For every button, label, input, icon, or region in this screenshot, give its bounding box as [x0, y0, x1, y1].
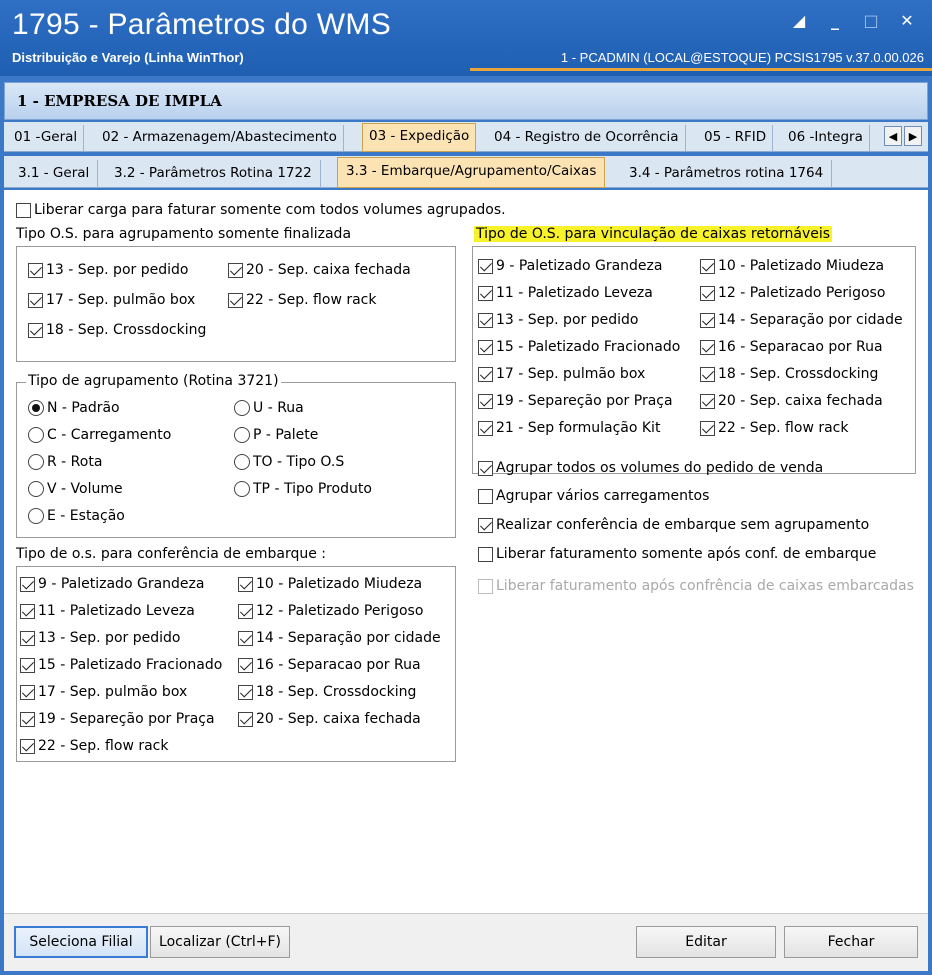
liberar-carga-box[interactable] [16, 203, 31, 218]
caixa-10-box[interactable] [700, 259, 715, 274]
conf-item-20[interactable] [238, 711, 421, 727]
opt-liberar-fat-conf[interactable] [478, 546, 876, 562]
conf-item-13[interactable] [20, 630, 180, 646]
radio-padrao[interactable] [28, 400, 120, 416]
window-controls [788, 10, 918, 30]
radio-estacao-circle[interactable] [28, 508, 44, 524]
caixa-16-label: 16 - Separacao por Rua [718, 339, 883, 355]
conf-9-label: 9 - Paletizado Grandeza [38, 576, 205, 592]
caixa-item-15[interactable] [478, 339, 680, 355]
conf-15-box[interactable] [20, 658, 35, 673]
radio-tipo-os-circle[interactable] [234, 454, 250, 470]
liberar-carga-label: Liberar carga para faturar somente com todos volumes agrupados. [34, 202, 506, 218]
caixa-13-box[interactable] [478, 313, 493, 328]
conf-19-label: 19 - Separeção por Praça [38, 711, 215, 727]
tab-rfid[interactable]: 05 - RFID [698, 125, 773, 151]
conf-item-15[interactable] [20, 657, 222, 673]
radio-rua-label: U - Rua [253, 400, 304, 416]
radio-carregamento[interactable] [28, 427, 171, 443]
caixas-group-title: Tipo de O.S. para vinculação de caixas retornáveis [476, 226, 831, 242]
agrup-22-label: 22 - Sep. flow rack [246, 292, 377, 308]
caixa-item-18[interactable] [700, 366, 878, 382]
agrup-item-20[interactable] [228, 262, 411, 278]
caixa-18-label: 18 - Sep. Crossdocking [718, 366, 879, 382]
conf-13-label: 13 - Sep. por pedido [38, 630, 181, 646]
caixa-22-label: 22 - Sep. flow rack [718, 420, 849, 436]
opt-agrupar-volumes[interactable] [478, 460, 823, 476]
radio-padrao-label: N - Padrão [47, 400, 120, 416]
bottom-toolbar [4, 913, 928, 971]
caixas-group [472, 246, 916, 474]
main-tabs [4, 122, 928, 152]
editar-button[interactable]: Editar [636, 926, 776, 958]
conf-17-box[interactable] [20, 685, 35, 700]
caixa-item-12[interactable] [700, 285, 885, 301]
caixa-13-label: 13 - Sep. por pedido [496, 312, 639, 328]
conf-12-box[interactable] [238, 604, 253, 619]
radio-volume-circle[interactable] [28, 481, 44, 497]
sub-tabs [4, 156, 928, 188]
opt-liberar-fat-caixas-label: Liberar faturamento após confrência de caixas embarcadas [496, 578, 914, 594]
conf-item-19[interactable] [20, 711, 215, 727]
caixa-19-label: 19 - Separeção por Praça [496, 393, 673, 409]
opt-conf-sem-agrupamento[interactable] [478, 517, 869, 533]
caixa-20-box[interactable] [700, 394, 715, 409]
caixa-item-16[interactable] [700, 339, 883, 355]
agrup-17-label: 17 - Sep. pulmão box [46, 292, 196, 308]
radio-palete-label: P - Palete [253, 427, 319, 443]
opt-conf-sem-agrupamento-label: Realizar conferência de embarque sem agrupamento [496, 517, 870, 533]
fechar-button[interactable]: Fechar [784, 926, 918, 958]
caixa-10-label: 10 - Paletizado Miudeza [718, 258, 885, 274]
agrup-item-22[interactable] [228, 292, 376, 308]
close-icon[interactable]: ✕ [900, 10, 914, 30]
localizar-button[interactable]: Localizar (Ctrl+F) [150, 926, 290, 958]
tab-expedicao[interactable]: 03 - Expedição [362, 123, 476, 152]
content-panel [4, 190, 928, 913]
radio-tipo-os[interactable] [234, 454, 344, 470]
subtab-rotina-1764[interactable]: 3.4 - Parâmetros rotina 1764 [621, 160, 832, 188]
window-subtitle: Distribuição e Varejo (Linha WinThor) [12, 50, 244, 65]
agrup-13-box[interactable] [28, 263, 43, 278]
conf-item-11[interactable] [20, 603, 195, 619]
subtab-rotina-1722[interactable]: 3.2 - Parâmetros Rotina 1722 [106, 160, 321, 188]
agrup-item-13[interactable] [28, 262, 188, 278]
agrup-group-title: Tipo O.S. para agrupamento somente finalizada [16, 226, 352, 242]
conf-18-box[interactable] [238, 685, 253, 700]
radio-palete[interactable] [234, 427, 318, 443]
radio-rota-label: R - Rota [47, 454, 103, 470]
caixa-21-box[interactable] [478, 421, 493, 436]
conf-11-label: 11 - Paletizado Leveza [38, 603, 195, 619]
caixa-17-label: 17 - Sep. pulmão box [496, 366, 646, 382]
caixa-20-label: 20 - Sep. caixa fechada [718, 393, 883, 409]
caixa-item-11[interactable] [478, 285, 653, 301]
caixa-15-label: 15 - Paletizado Fracionado [496, 339, 681, 355]
conf-item-17[interactable] [20, 684, 187, 700]
caixa-21-label: 21 - Sep formulação Kit [496, 420, 661, 436]
caixa-12-box[interactable] [700, 286, 715, 301]
scroll-left-icon[interactable]: ◀ [884, 126, 902, 146]
caixa-17-box[interactable] [478, 367, 493, 382]
conf-18-label: 18 - Sep. Crossdocking [256, 684, 417, 700]
caixa-16-box[interactable] [700, 340, 715, 355]
conf-13-box[interactable] [20, 631, 35, 646]
empresa-label: 1 - EMPRESA DE IMPLA [17, 92, 222, 110]
agrup-18-label: 18 - Sep. Crossdocking [46, 322, 207, 338]
radio-palete-circle[interactable] [234, 427, 250, 443]
conf-15-label: 15 - Paletizado Fracionado [38, 657, 223, 673]
tab-geral[interactable]: 01 -Geral [8, 125, 84, 151]
radio-tipo-produto-circle[interactable] [234, 481, 250, 497]
conf-item-9[interactable] [20, 576, 204, 592]
caixa-item-20[interactable] [700, 393, 883, 409]
opt-agrupar-carregamentos[interactable] [478, 488, 709, 504]
radio-estacao-label: E - Estação [47, 508, 125, 524]
title-bar[interactable] [0, 0, 932, 76]
opt-liberar-fat-caixas-box [478, 579, 493, 594]
accent-line [470, 68, 932, 71]
caixa-12-label: 12 - Paletizado Perigoso [718, 285, 886, 301]
radio-carregamento-label: C - Carregamento [47, 427, 172, 443]
radio-tipo-os-label: TO - Tipo O.S [253, 454, 345, 470]
empresa-header [4, 82, 928, 120]
conf-20-label: 20 - Sep. caixa fechada [256, 711, 421, 727]
conf-10-box[interactable] [238, 577, 253, 592]
user-info: 1 - PCADMIN (LOCAL@ESTOQUE) PCSIS1795 v.37.0.00.026 [560, 50, 924, 65]
subtab-embarque[interactable]: 3.3 - Embarque/Agrupamento/Caixas [337, 157, 605, 188]
agrup-20-label: 20 - Sep. caixa fechada [246, 262, 411, 278]
caixa-15-box[interactable] [478, 340, 493, 355]
caixa-11-label: 11 - Paletizado Leveza [496, 285, 653, 301]
agrup-13-label: 13 - Sep. por pedido [46, 262, 189, 278]
conf-item-16[interactable] [238, 657, 421, 673]
liberar-carga-checkbox[interactable] [16, 202, 506, 218]
radio-rota[interactable] [28, 454, 102, 470]
conf-item-12[interactable] [238, 603, 423, 619]
opt-conf-sem-agrupamento-box[interactable] [478, 518, 493, 533]
radio-rua-circle[interactable] [234, 400, 250, 416]
conf-16-label: 16 - Separacao por Rua [256, 657, 421, 673]
conf-14-box[interactable] [238, 631, 253, 646]
caixa-19-box[interactable] [478, 394, 493, 409]
restore-icon[interactable]: ◢ [792, 10, 806, 30]
conf-10-label: 10 - Paletizado Miudeza [256, 576, 423, 592]
agrup-22-box[interactable] [228, 293, 243, 308]
caixa-item-21[interactable] [478, 420, 660, 436]
caixa-11-box[interactable] [478, 286, 493, 301]
radio-rota-circle[interactable] [28, 454, 44, 470]
caixa-9-box[interactable] [478, 259, 493, 274]
agrup-item-18[interactable] [28, 322, 206, 338]
agrup-17-box[interactable] [28, 293, 43, 308]
caixa-22-box[interactable] [700, 421, 715, 436]
radio-volume-label: V - Volume [47, 481, 123, 497]
conf-22-label: 22 - Sep. flow rack [38, 738, 169, 754]
tab-scroll-controls [884, 126, 922, 146]
tab-registro-ocorrencia[interactable]: 04 - Registro de Ocorrência [488, 125, 686, 151]
conf-item-10[interactable] [238, 576, 422, 592]
radio-carregamento-circle[interactable] [28, 427, 44, 443]
conf-12-label: 12 - Paletizado Perigoso [256, 603, 424, 619]
minimize-icon[interactable]: _ [831, 10, 839, 30]
radio-padrao-circle[interactable] [28, 400, 44, 416]
radio-rua[interactable] [234, 400, 304, 416]
scroll-right-icon[interactable]: ▶ [904, 126, 922, 146]
conf-14-label: 14 - Separação por cidade [256, 630, 441, 646]
window-title: 1795 - Parâmetros do WMS [12, 8, 392, 41]
subtab-geral[interactable]: 3.1 - Geral [10, 160, 98, 188]
opt-agrupar-carregamentos-box[interactable] [478, 489, 493, 504]
caixa-item-10[interactable] [700, 258, 884, 274]
caixa-14-box[interactable] [700, 313, 715, 328]
radio-tipo-produto-label: TP - Tipo Produto [253, 481, 372, 497]
opt-agrupar-volumes-label: Agrupar todos os volumes do pedido de venda [496, 460, 824, 476]
opt-liberar-fat-conf-box[interactable] [478, 547, 493, 562]
caixa-14-label: 14 - Separação por cidade [718, 312, 903, 328]
agrup-20-box[interactable] [228, 263, 243, 278]
tipo-agrupamento-title: Tipo de agrupamento (Rotina 3721) [28, 373, 279, 389]
conf-group-title: Tipo de o.s. para conferência de embarque : [16, 546, 327, 562]
caixa-item-14[interactable] [700, 312, 903, 328]
agrup-item-17[interactable] [28, 292, 195, 308]
conf-item-22[interactable] [20, 738, 168, 754]
caixa-item-19[interactable] [478, 393, 673, 409]
opt-agrupar-volumes-box[interactable] [478, 461, 493, 476]
conf-20-box[interactable] [238, 712, 253, 727]
caixa-item-22[interactable] [700, 420, 848, 436]
conf-9-box[interactable] [20, 577, 35, 592]
opt-liberar-fat-caixas [478, 578, 914, 594]
tab-integra[interactable]: 06 -Integra [782, 125, 870, 151]
conf-item-18[interactable] [238, 684, 416, 700]
radio-volume[interactable] [28, 481, 123, 497]
conf-19-box[interactable] [20, 712, 35, 727]
caixa-item-17[interactable] [478, 366, 645, 382]
tab-armazenagem[interactable]: 02 - Armazenagem/Abastecimento [96, 125, 344, 151]
radio-estacao[interactable] [28, 508, 125, 524]
maximize-icon[interactable]: □ [863, 10, 879, 30]
seleciona-filial-button[interactable]: Seleciona Filial [14, 926, 148, 958]
conf-22-box[interactable] [20, 739, 35, 754]
conf-11-box[interactable] [20, 604, 35, 619]
conf-16-box[interactable] [238, 658, 253, 673]
radio-tipo-produto[interactable] [234, 481, 372, 497]
opt-liberar-fat-conf-label: Liberar faturamento somente após conf. de embarque [496, 546, 877, 562]
agrup-18-box[interactable] [28, 323, 43, 338]
conf-17-label: 17 - Sep. pulmão box [38, 684, 188, 700]
caixa-9-label: 9 - Paletizado Grandeza [496, 258, 663, 274]
caixa-item-13[interactable] [478, 312, 638, 328]
conf-item-14[interactable] [238, 630, 441, 646]
caixa-item-9[interactable] [478, 258, 662, 274]
caixa-18-box[interactable] [700, 367, 715, 382]
opt-agrupar-carregamentos-label: Agrupar vários carregamentos [496, 488, 710, 504]
